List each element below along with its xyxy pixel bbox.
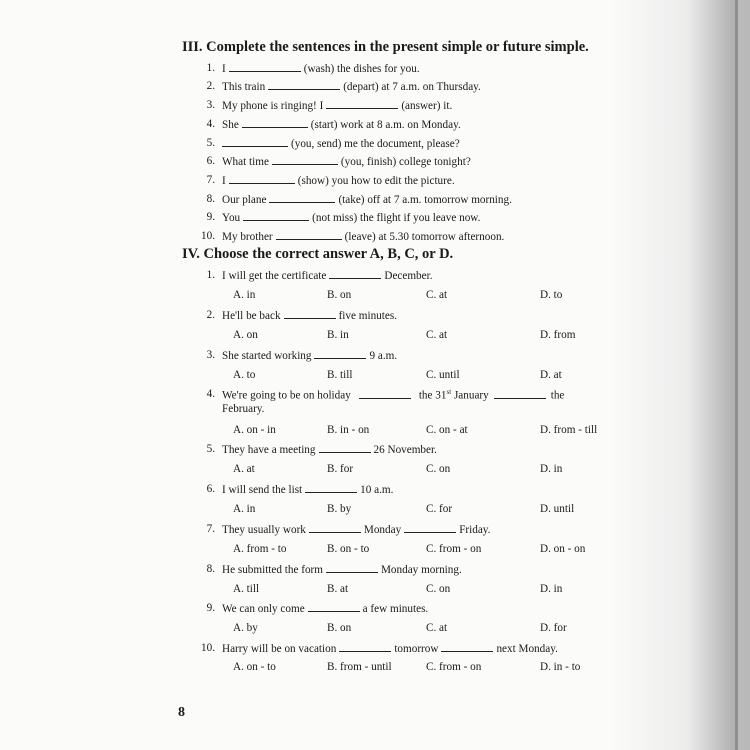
- option-c[interactable]: C. until: [426, 369, 460, 381]
- option-a[interactable]: A. till: [233, 583, 260, 595]
- s4-question-8: 8. He submitted the form Monday morning.: [206, 563, 462, 576]
- answer-blank[interactable]: [329, 269, 381, 279]
- option-c[interactable]: C. from - on: [426, 661, 482, 673]
- page-edge-dark: [738, 0, 750, 750]
- s4-question-5: 5. They have a meeting 26 November.: [206, 443, 437, 456]
- option-b[interactable]: B. in: [327, 329, 349, 341]
- answer-blank[interactable]: [441, 642, 493, 652]
- answer-blank[interactable]: [404, 523, 456, 533]
- option-a[interactable]: A. on: [233, 329, 258, 341]
- option-c[interactable]: C. at: [426, 289, 448, 301]
- answer-blank[interactable]: [494, 389, 546, 399]
- option-a[interactable]: A. on - in: [233, 424, 276, 436]
- option-d[interactable]: D. on - on: [540, 543, 586, 555]
- s4-question-6: 6. I will send the list 10 a.m.: [206, 483, 394, 496]
- answer-blank[interactable]: [268, 80, 340, 90]
- option-b[interactable]: B. from - until: [327, 661, 392, 673]
- option-c[interactable]: C. on: [426, 463, 451, 475]
- option-b[interactable]: B. in - on: [327, 424, 370, 436]
- option-a[interactable]: A. at: [233, 463, 255, 475]
- option-d[interactable]: D. in - to: [540, 661, 581, 673]
- s3-item-10: 10. My brother (leave) at 5.30 tomorrow afternoon.: [201, 230, 505, 243]
- s3-item-6: 6. What time (you, finish) college tonight?: [206, 155, 471, 168]
- s4-question-1: 1. I will get the certificate December.: [206, 269, 433, 282]
- option-a[interactable]: A. on - to: [233, 661, 276, 673]
- option-c[interactable]: C. at: [426, 329, 448, 341]
- option-b[interactable]: B. on - to: [327, 543, 370, 555]
- answer-blank[interactable]: [229, 62, 301, 72]
- answer-blank[interactable]: [284, 309, 336, 319]
- option-b[interactable]: B. on: [327, 289, 352, 301]
- page-number: 8: [178, 705, 185, 720]
- option-d[interactable]: D. from: [540, 329, 576, 341]
- option-d[interactable]: D. at: [540, 369, 562, 381]
- option-a[interactable]: A. in: [233, 289, 256, 301]
- option-d[interactable]: D. in: [540, 463, 563, 475]
- s4-question-10: 10. Harry will be on vacation tomorrow next Monday.: [201, 642, 558, 655]
- answer-blank[interactable]: [326, 99, 398, 109]
- option-a[interactable]: A. from - to: [233, 543, 287, 555]
- s3-item-5: 5. (you, send) me the document, please?: [206, 137, 460, 150]
- answer-blank[interactable]: [229, 174, 295, 184]
- option-d[interactable]: D. until: [540, 503, 575, 515]
- s4-question-2: 2. He'll be back five minutes.: [206, 309, 397, 322]
- answer-blank[interactable]: [339, 642, 391, 652]
- option-c[interactable]: C. on - at: [426, 424, 468, 436]
- option-d[interactable]: D. for: [540, 622, 567, 634]
- option-c[interactable]: C. on: [426, 583, 451, 595]
- s4-question-9: 9. We can only come a few minutes.: [206, 602, 429, 615]
- s4-question-7: 7. They usually work Monday Friday.: [206, 523, 491, 536]
- answer-blank[interactable]: [243, 211, 309, 221]
- s4-question-4-cont: February.: [222, 403, 265, 415]
- s3-item-9: 9. You (not miss) the flight if you leave now.: [206, 211, 481, 224]
- s3-item-8: 8. Our plane (take) off at 7 a.m. tomorrow morning.: [206, 193, 512, 206]
- answer-blank[interactable]: [308, 602, 360, 612]
- s3-item-4: 4. She (start) work at 8 a.m. on Monday.: [206, 118, 461, 131]
- option-b[interactable]: B. on: [327, 622, 352, 634]
- option-c[interactable]: C. for: [426, 503, 453, 515]
- answer-blank[interactable]: [269, 193, 335, 203]
- answer-blank[interactable]: [359, 389, 411, 399]
- option-d[interactable]: D. in: [540, 583, 563, 595]
- answer-blank[interactable]: [326, 563, 378, 573]
- option-a[interactable]: A. to: [233, 369, 256, 381]
- option-b[interactable]: B. for: [327, 463, 354, 475]
- page-edge-shadow: [610, 0, 750, 750]
- answer-blank[interactable]: [305, 483, 357, 493]
- answer-blank[interactable]: [222, 137, 288, 147]
- option-b[interactable]: B. at: [327, 583, 349, 595]
- option-b[interactable]: B. by: [327, 503, 352, 515]
- option-d[interactable]: D. from - till: [540, 424, 598, 436]
- answer-blank[interactable]: [242, 118, 308, 128]
- option-c[interactable]: C. at: [426, 622, 448, 634]
- option-a[interactable]: A. in: [233, 503, 256, 515]
- option-d[interactable]: D. to: [540, 289, 563, 301]
- s3-item-2: 2. This train (depart) at 7 a.m. on Thursday.: [206, 80, 481, 93]
- s4-question-4: 4. We're going to be on holiday the 31st January the: [206, 388, 565, 402]
- option-a[interactable]: A. by: [233, 622, 258, 634]
- answer-blank[interactable]: [309, 523, 361, 533]
- answer-blank[interactable]: [314, 349, 366, 359]
- s3-item-7: 7. I (show) you how to edit the picture.: [206, 174, 455, 187]
- answer-blank[interactable]: [319, 443, 371, 453]
- s3-item-1: 1. I (wash) the dishes for you.: [206, 62, 420, 75]
- s3-item-3: 3. My phone is ringing! I (answer) it.: [206, 99, 453, 112]
- section-3-title: III. Complete the sentences in the present simple or future simple.: [182, 39, 589, 55]
- s4-question-3: 3. She started working 9 a.m.: [206, 349, 398, 362]
- option-b[interactable]: B. till: [327, 369, 353, 381]
- answer-blank[interactable]: [272, 155, 338, 165]
- option-c[interactable]: C. from - on: [426, 543, 482, 555]
- section-4-title: IV. Choose the correct answer A, B, C, or D.: [182, 246, 454, 262]
- answer-blank[interactable]: [276, 230, 342, 240]
